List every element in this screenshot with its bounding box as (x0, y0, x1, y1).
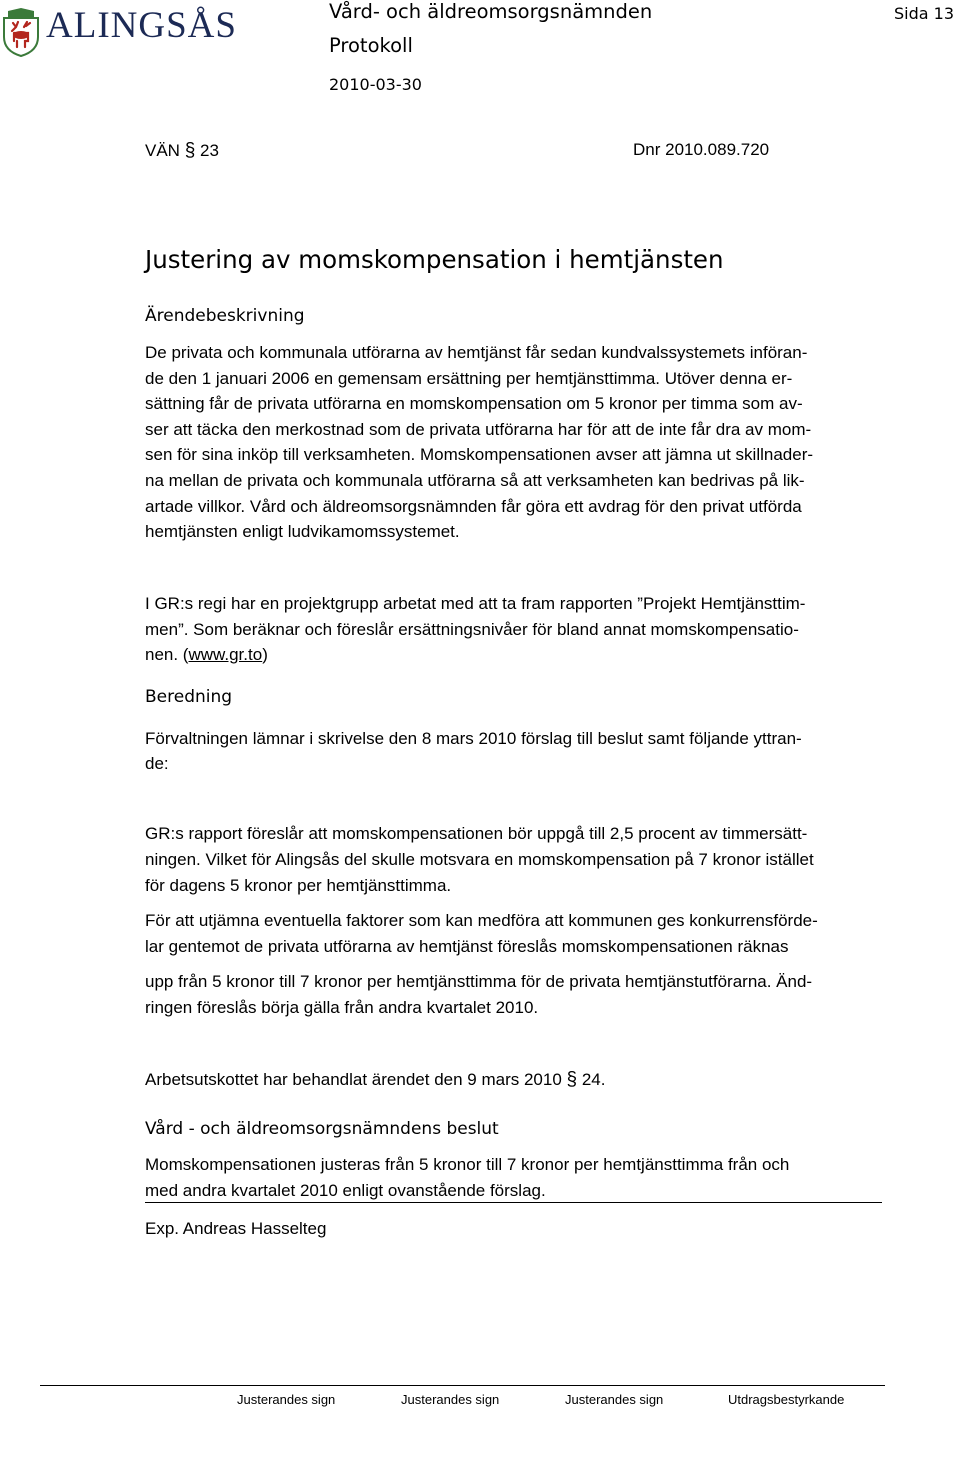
paragraph-id: VÄN (145, 141, 180, 160)
document-type: Protokoll (329, 34, 413, 57)
coat-of-arms-icon (2, 7, 40, 57)
body-line-with-link (145, 645, 268, 665)
body-line: men”. Som beräknar och föreslår ersättningsnivåer för bland annat momskompensatio- (145, 620, 799, 639)
body-line: na mellan de privata och kommunala utförarna så att verksamheten kan bedrivas på lik- (145, 471, 805, 490)
body-line: sen för sina inköp till verksamheten. Momskompensationen avser att jämna ut skillnader- (145, 445, 814, 464)
page-number: Sida 13 (894, 4, 955, 23)
page-title: Justering av momskompensation i hemtjänsten (145, 245, 724, 274)
body-line: ser att täcka den merkostnad som de privata utförarna har för att de inte får dra av mom- (145, 420, 812, 439)
body-line: artade villkor. Vård och äldreomsorgsnämnden får göra ett avdrag för den privat utförda (145, 497, 802, 516)
organization-name: Vård- och äldreomsorgsnämnden (329, 0, 653, 23)
body-line: lar gentemot de privata utförarna av hemtjänst föreslås momskompensationen räknas (145, 937, 789, 956)
gr-website-link[interactable]: www.gr.to (188, 645, 263, 664)
signature-label: Justerandes sign (565, 1392, 664, 1407)
signature-label: Justerandes sign (401, 1392, 500, 1407)
body-line: de: (145, 754, 169, 773)
heading-case-description: Ärendebeskrivning (145, 306, 305, 326)
footer-divider (40, 1385, 885, 1386)
decision-line: Momskompensationen justeras från 5 kronor till 7 kronor per hemtjänsttimma från och (145, 1155, 790, 1174)
meeting-date: 2010-03-30 (329, 75, 422, 94)
body-line: GR:s rapport föreslår att momskompensationen bör uppgå till 2,5 procent av timmersätt- (145, 824, 808, 843)
body-line: de den 1 januari 2006 en gemensam ersättning per hemtjänsttimma. Utöver denna er- (145, 369, 793, 388)
link-suffix: ) (262, 645, 268, 664)
section-sign-icon: § (184, 140, 196, 161)
heading-decision: Vård - och äldreomsorgsnämndens beslut (145, 1119, 499, 1139)
municipality-logo (0, 0, 260, 62)
heading-preparation: Beredning (145, 687, 233, 707)
body-line: Förvaltningen lämnar i skrivelse den 8 mars 2010 förslag till beslut samt följande yttran- (145, 729, 802, 748)
decision-line: med andra kvartalet 2010 enligt ovanstående förslag. (145, 1181, 546, 1200)
paragraph-reference (145, 140, 219, 162)
logo-text: ALINGSÅS (46, 5, 237, 46)
work-committee-line (145, 1069, 605, 1091)
body-line: För att utjämna eventuella faktorer som kan medföra att kommunen ges konkurrensförde- (145, 911, 818, 930)
diary-number: Dnr 2010.089.720 (633, 140, 770, 159)
body-line: hemtjänsten enligt ludvikamomssystemet. (145, 522, 460, 541)
decision-divider (145, 1202, 882, 1203)
body-line: De privata och kommunala utförarna av hemtjänst får sedan kundvalssystemets införan- (145, 343, 808, 362)
body-line: för dagens 5 kronor per hemtjänsttimma. (145, 876, 452, 895)
body-line: sättning får de privata utförarna en momskompensation om 5 kronor per timma som av- (145, 394, 803, 413)
body-line: I GR:s regi har en projektgrupp arbetat med att ta fram rapporten ”Projekt Hemtjänsttim- (145, 594, 806, 613)
body-line: ningen. Vilket för Alingsås del skulle motsvara en momskompensation på 7 kronor istället (145, 850, 814, 869)
work-committee-text: Arbetsutskottet har behandlat ärendet den 9 mars 2010 (145, 1070, 562, 1089)
link-prefix: nen. ( (145, 645, 189, 664)
certification-label: Utdragsbestyrkande (728, 1392, 845, 1407)
section-sign-icon: § (566, 1069, 578, 1090)
expedition-line: Exp. Andreas Hasselteg (145, 1219, 327, 1238)
paragraph-number: 23 (200, 141, 219, 160)
body-line: upp från 5 kronor till 7 kronor per hemtjänsttimma för de privata hemtjänstutförarna. Änd- (145, 972, 813, 991)
body-line: ringen föreslås börja gälla från andra kvartalet 2010. (145, 998, 539, 1017)
signature-label: Justerandes sign (237, 1392, 336, 1407)
work-committee-paragraph: 24. (581, 1070, 606, 1089)
